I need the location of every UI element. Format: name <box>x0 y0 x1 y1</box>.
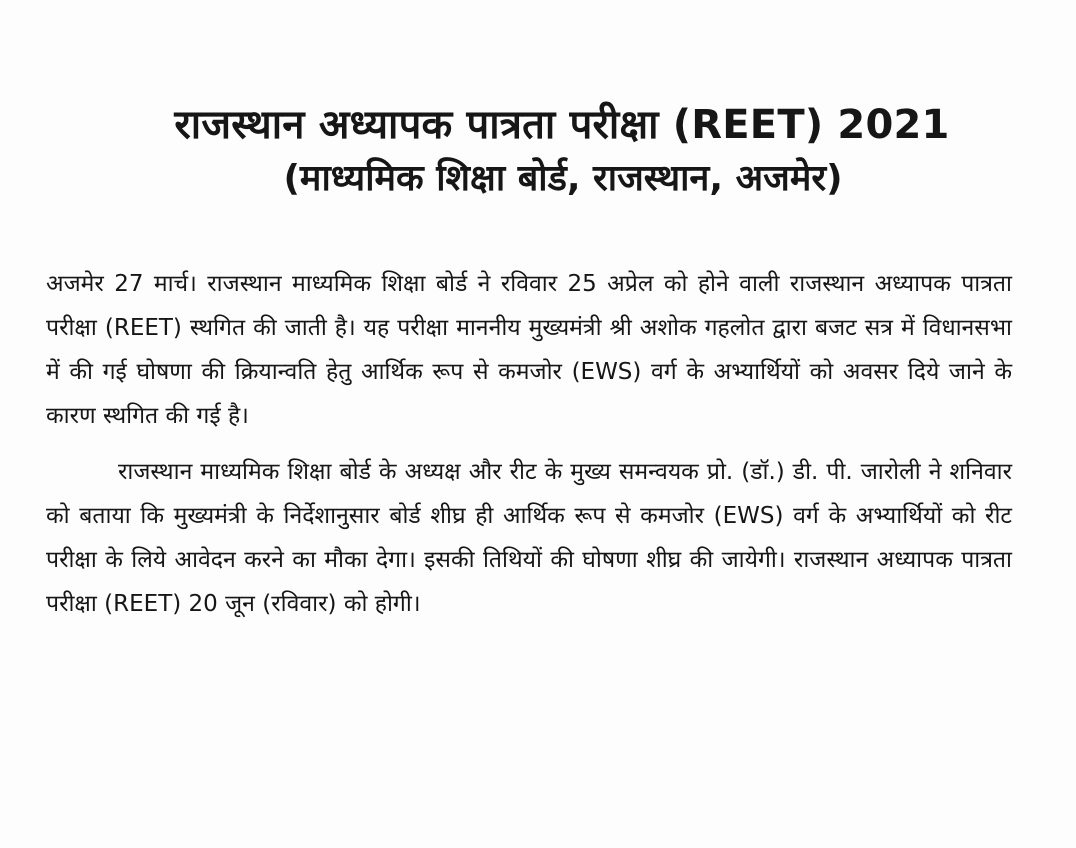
document-title: राजस्थान अध्यापक पात्रता परीक्षा (REET) 2021 <box>174 102 950 148</box>
document-subtitle: (माध्यमिक शिक्षा बोर्ड, राजस्थान, अजमेर) <box>283 158 843 199</box>
document-header <box>0 96 1076 204</box>
document-body <box>46 262 1012 626</box>
paragraph-postponement: अजमेर 27 मार्च। राजस्थान माध्यमिक शिक्षा बोर्ड ने रविवार 25 अप्रेल को होने वाली राजस्थान अध्यापक पात्रता परीक्षा (REET) स्थगित की जाती है। यह परीक्षा माननीय मुख्यमंत्री श्री अशोक गहलोत द्वारा बजट सत्र में विधानसभा में की गई घोषणा की क्रियान्वति हेतु आर्थिक रूप से कमजोर (EWS) वर्ग के अभ्यार्थियों को अवसर दिये जाने के कारण स्थगित की गई है। <box>46 271 1012 429</box>
paragraph-announcement: राजस्थान माध्यमिक शिक्षा बोर्ड के अध्यक्ष और रीट के मुख्य समन्वयक प्रो. (डॉ.) डी. पी. जारोली ने शनिवार को बताया कि मुख्यमंत्री के निर्देशानुसार बोर्ड शीघ्र ही आर्थिक रूप से कमजोर (EWS) वर्ग के अभ्यार्थियों को रीट परीक्षा के लिये आवेदन करने का मौका देगा। इसकी तिथियों की घोषणा शीघ्र की जायेगी। राजस्थान अध्यापक पात्रता परीक्षा (REET) 20 जून (रविवार) को होगी। <box>46 459 1012 617</box>
